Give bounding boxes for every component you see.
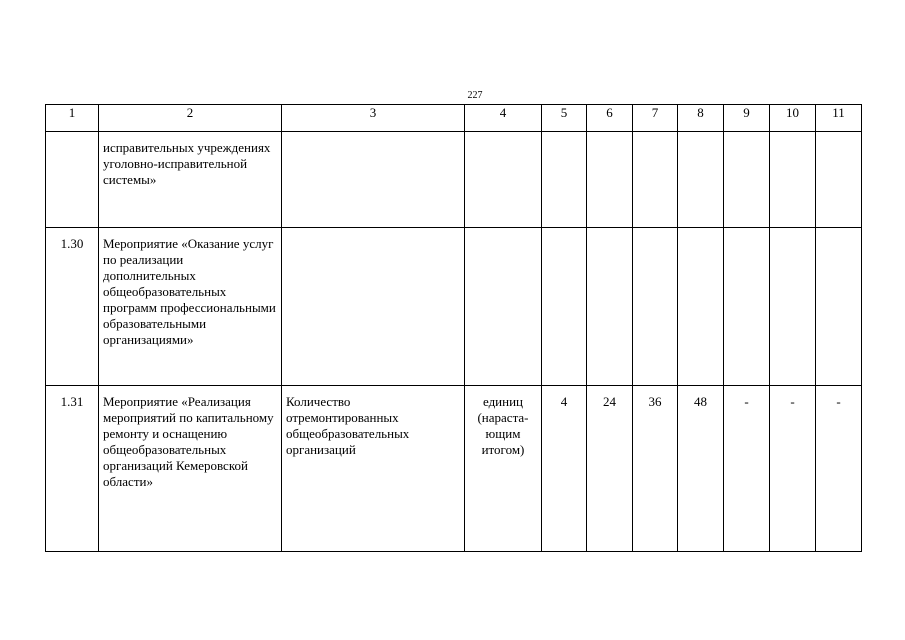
indicator-name: Количество отремонтированных общеобразовательных организаций <box>282 386 465 552</box>
header-row <box>46 105 862 132</box>
value-cell <box>770 228 816 386</box>
unit <box>465 228 542 386</box>
indicator-name <box>282 132 465 228</box>
table-row <box>46 228 862 386</box>
value-cell <box>724 132 770 228</box>
value-cell <box>724 228 770 386</box>
table-row <box>46 132 862 228</box>
column-header: 6 <box>587 105 633 132</box>
value-cell: - <box>816 386 862 552</box>
value-cell <box>542 228 587 386</box>
column-header: 5 <box>542 105 587 132</box>
column-header: 8 <box>678 105 724 132</box>
measure-name: Мероприятие «Оказание услуг по реализации дополнительных общеобразовательных программ профессиональными образовательными организациями» <box>99 228 282 386</box>
column-header: 7 <box>633 105 678 132</box>
data-table <box>45 104 862 552</box>
column-header: 11 <box>816 105 862 132</box>
unit: единиц (нараста-ющим итогом) <box>465 386 542 552</box>
value-cell <box>816 228 862 386</box>
value-cell: 36 <box>633 386 678 552</box>
value-cell <box>587 228 633 386</box>
indicator-name <box>282 228 465 386</box>
unit <box>465 132 542 228</box>
measure-name: исправительных учреждениях уголовно-исправительной системы» <box>99 132 282 228</box>
table-row <box>46 386 862 552</box>
value-cell: 48 <box>678 386 724 552</box>
column-header: 2 <box>99 105 282 132</box>
measure-name: Мероприятие «Реализация мероприятий по капитальному ремонту и оснащению общеобразовательных организаций Кемеровской области» <box>99 386 282 552</box>
row-number: 1.31 <box>46 386 99 552</box>
value-cell: - <box>724 386 770 552</box>
value-cell <box>542 132 587 228</box>
row-number <box>46 132 99 228</box>
value-cell: 24 <box>587 386 633 552</box>
column-header: 9 <box>724 105 770 132</box>
value-cell <box>770 132 816 228</box>
value-cell <box>633 132 678 228</box>
value-cell <box>633 228 678 386</box>
value-cell <box>816 132 862 228</box>
page-number: 227 <box>467 90 483 101</box>
column-header: 1 <box>46 105 99 132</box>
value-cell: 4 <box>542 386 587 552</box>
value-cell: - <box>770 386 816 552</box>
row-number: 1.30 <box>46 228 99 386</box>
column-header: 10 <box>770 105 816 132</box>
column-header: 4 <box>465 105 542 132</box>
value-cell <box>678 132 724 228</box>
column-header: 3 <box>282 105 465 132</box>
value-cell <box>678 228 724 386</box>
value-cell <box>587 132 633 228</box>
